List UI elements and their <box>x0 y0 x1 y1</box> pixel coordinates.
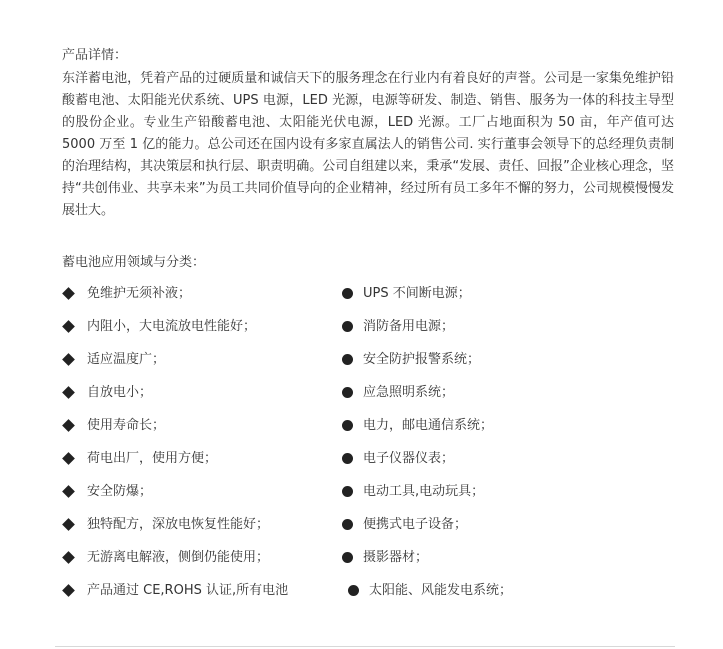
feature-text: 独特配方，深放电恢复性能好； <box>87 517 270 532</box>
list-item <box>62 582 288 615</box>
feature-text: 适应温度广； <box>87 352 166 367</box>
feature-text: 安全防爆； <box>87 484 153 499</box>
circle-bullet-icon <box>342 321 353 332</box>
application-text: 应急照明系统； <box>363 385 455 400</box>
list-item <box>342 285 512 318</box>
circle-bullet-icon <box>342 387 353 398</box>
circle-bullet-icon <box>342 519 353 530</box>
product-details-title: 产品详情： <box>62 48 128 63</box>
list-item <box>342 450 512 483</box>
list-item <box>62 351 288 384</box>
list-item <box>342 318 512 351</box>
diamond-bullet-icon <box>62 452 75 465</box>
company-intro-paragraph: 东洋蓄电池，凭着产品的过硬质量和诚信天下的服务理念在行业内有着良好的声誉。公司是一家集免维护铅酸蓄电池、太阳能光伏系统、UPS 电源，LED 光源，电源等研发、制造、销售、服务为一体的科技主导型的股份企业。专业生产铅酸蓄电池、太阳能光伏电源，LED 光源。工厂占地面积为 50 亩，年产值可达 5000 万至 1 亿的能力。总公司还在国内设有多家直属法人的销售公司. 实行董事会领导下的总经理负责制的治理结构，其决策层和执行层、职责明确。公司自组建以来，秉承“发展、责任、回报”企业核心理念，坚持“共创伟业、共享未来”为员工共同价值导向的企业精神，经过所有员工多年不懈的努力，公司规模慢慢发展壮大。 <box>62 71 674 218</box>
list-item <box>62 549 288 582</box>
list-item <box>342 516 512 549</box>
list-item <box>342 549 512 582</box>
circle-bullet-icon <box>342 486 353 497</box>
diamond-bullet-icon <box>62 551 75 564</box>
list-item <box>342 483 512 516</box>
list-item <box>342 384 512 417</box>
diamond-bullet-icon <box>62 485 75 498</box>
list-item <box>62 450 288 483</box>
circle-bullet-icon <box>342 420 353 431</box>
feature-text: 无游离电解液，侧倒仍能使用； <box>87 550 270 565</box>
application-text: 消防备用电源； <box>363 319 455 334</box>
bottom-divider <box>55 646 675 647</box>
list-item <box>62 417 288 450</box>
diamond-bullet-icon <box>62 287 75 300</box>
list-item <box>62 318 288 351</box>
list-item <box>62 384 288 417</box>
application-text: 太阳能、风能发电系统； <box>369 583 513 598</box>
application-text: 安全防护报警系统； <box>363 352 481 367</box>
circle-bullet-icon <box>342 453 353 464</box>
application-text: 便携式电子设备； <box>363 517 468 532</box>
circle-bullet-icon <box>348 585 359 596</box>
feature-text: 使用寿命长； <box>87 418 166 433</box>
circle-bullet-icon <box>342 552 353 563</box>
list-item <box>62 483 288 516</box>
feature-list <box>62 285 288 615</box>
feature-text: 内阻小，大电流放电性能好； <box>87 319 257 334</box>
list-item <box>342 351 512 384</box>
feature-text: 荷电出厂，使用方便； <box>87 451 218 466</box>
diamond-bullet-icon <box>62 584 75 597</box>
application-list <box>342 285 512 615</box>
circle-bullet-icon <box>342 354 353 365</box>
feature-text: 产品通过 CE,ROHS 认证,所有电池 <box>87 583 289 598</box>
circle-bullet-icon <box>342 288 353 299</box>
list-item <box>62 516 288 549</box>
application-text: 电力，邮电通信系统； <box>363 418 494 433</box>
list-item <box>342 582 512 615</box>
diamond-bullet-icon <box>62 419 75 432</box>
feature-text: 免维护无须补液； <box>87 286 192 301</box>
diamond-bullet-icon <box>62 386 75 399</box>
diamond-bullet-icon <box>62 518 75 531</box>
application-text: 电动工具,电动玩具； <box>363 484 485 499</box>
application-text: 电子仪器仪表； <box>363 451 455 466</box>
application-text: 摄影器材； <box>363 550 429 565</box>
diamond-bullet-icon <box>62 320 75 333</box>
list-item <box>62 285 288 318</box>
list-item <box>342 417 512 450</box>
application-text: UPS 不间断电源； <box>363 286 471 301</box>
applications-section-title: 蓄电池应用领域与分类： <box>62 255 206 270</box>
diamond-bullet-icon <box>62 353 75 366</box>
feature-text: 自放电小； <box>87 385 153 400</box>
